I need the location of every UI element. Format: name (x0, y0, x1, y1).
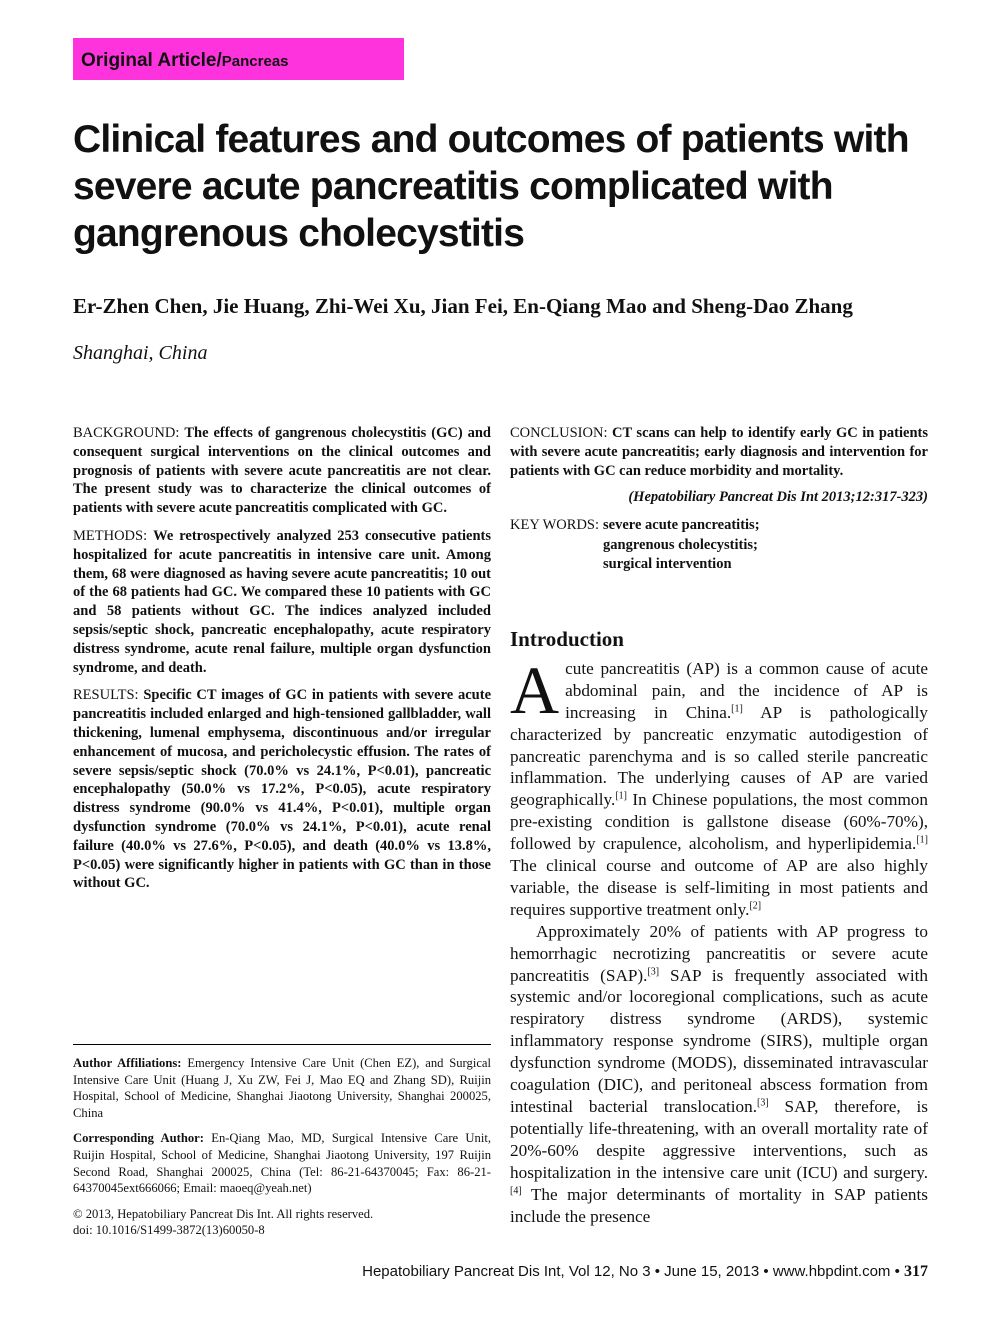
background-text: The effects of gangrenous cholecystitis (GC) and consequent surgical interventions on the clinical outcomes and prognosis of patients with severe acute pancreatitis are not clear. The present study was to characterize the clinical outcomes of patients with severe acute pancreatitis complicated with GC. (73, 425, 491, 517)
intro-text: SAP is frequently associated with systemic and/or locoregional complications, such as acute respiratory distress syndrome (ARDS), systemic inflammatory response syndrome (SIRS), multiple organ dysfunction syndrome (MODS), disseminated intravascular coagulation (DIC), and peritoneal abscess formation from intestinal bacterial translocation. (510, 965, 928, 1117)
corresponding-author (73, 1130, 491, 1196)
abstract-left-column (73, 424, 491, 902)
running-footer (362, 1263, 928, 1281)
intro-text: The major determinants of mortality in SAP patients include the presence (510, 1184, 928, 1226)
intro-text: The clinical course and outcome of AP are also highly variable, the disease is self-limiting in most patients and requires supportive treatment only. (510, 856, 928, 919)
doi: doi: 10.1016/S1499-3872(13)60050-8 (73, 1223, 265, 1238)
intro-text: SAP, therefore, is potentially life-threatening, with an overall mortality rate of 20%-60% despite aggressive interventions, such as hospitalization in the intensive care unit (ICU) and surgery. (510, 1097, 928, 1182)
conclusion-text: CT scans can help to identify early GC in patients with severe acute pancreatitis; early diagnosis and intervention for patients with GC can reduce morbidity and mortality. (510, 425, 928, 479)
corresponding-text: En-Qiang Mao, MD, Surgical Intensive Care Unit, Ruijin Hospital, School of Medicine, Shanghai Jiaotong University, 197 Ruijin Second Road, Shanghai 200025, China (Tel: 86-21-64370045; Fax: 86-21-64370045ext666066; Email: maoeq@yeah.net) (73, 1131, 491, 1196)
keyword-item: gangrenous cholecystitis; (603, 536, 758, 553)
abstract-results (73, 686, 491, 893)
reference: [1] (916, 834, 928, 846)
conclusion-label: CONCLUSION: (510, 425, 608, 441)
reference: [2] (749, 900, 762, 912)
page-number: 317 (904, 1263, 928, 1280)
intro-paragraph-1 (510, 651, 928, 921)
reference: [3] (647, 965, 660, 977)
article-title: Clinical features and outcomes of patients with severe acute pancreatitis complicated with gangrenous cholecystitis (73, 118, 909, 255)
abstract-methods (73, 527, 491, 677)
right-column (510, 424, 928, 1227)
keywords (510, 516, 928, 575)
subsection-label: Pancreas (221, 53, 289, 70)
section-label: Original Article (81, 50, 217, 71)
keywords-list (603, 516, 760, 575)
results-text: Specific CT images of GC in patients with severe acute pancreatitis included enlarged and high-tensioned gallbladder, wall thickening, lumenal emphysema, discontinuous and/or irregular enhancement of mucosa, and pericholecystic effusion. The rates of severe sepsis/septic shock (70.0% vs 24.1%, P<0.01), pancreatic encephalopathy (50.0% vs 17.2%, P<0.05), acute respiratory distress syndrome (90.0% vs 41.4%, P<0.01), multiple organ dysfunction syndrome (70.0% vs 24.1%, P<0.01), acute renal failure (40.0% vs 27.6%, P<0.05), and death (40.0% vs 13.8%, P<0.05) were significantly higher in patients with GC than in those without GC. (73, 687, 492, 892)
methods-label: METHODS: (73, 527, 148, 544)
copyright-block (73, 1206, 491, 1239)
affiliations-label: Author Affiliations: (73, 1056, 182, 1070)
keywords-label: KEY WORDS: (510, 517, 600, 534)
footnotes (73, 1044, 491, 1239)
keyword-item: surgical intervention (603, 556, 732, 573)
author-location: Shanghai, China (73, 342, 208, 364)
intro-text: Approximately 20% of patients with AP progress to hemorrhagic necrotizing pancreatitis or severe acute pancreatitis (SAP). (510, 921, 928, 985)
keyword-item: severe acute pancreatitis; (603, 517, 760, 534)
reference: [1] (615, 790, 627, 802)
background-label: BACKGROUND: (73, 425, 180, 441)
citation: (Hepatobiliary Pancreat Dis Int 2013;12:317-323) (628, 489, 928, 506)
author-affiliations (73, 1055, 491, 1121)
introduction-heading: Introduction (510, 626, 624, 651)
corresponding-label: Corresponding Author: (73, 1131, 204, 1146)
results-label: RESULTS: (73, 687, 139, 704)
methods-text: We retrospectively analyzed 253 consecutive patients hospitalized for acute pancreatitis in intensive care unit. Among them, 68 were diagnosed as having severe acute pancreatitis; 10 out of the 68 patients had GC. We compared these 10 patients with GC and 58 patients without GC. The indices analyzed included sepsis/septic shock, pancreatic encephalopathy, acute respiratory distress syndrome, acute renal failure, multiple organ dysfunction syndrome, and death. (73, 527, 492, 676)
copyright: © 2013, Hepatobiliary Pancreat Dis Int. All rights reserved. (73, 1206, 374, 1221)
drop-cap: A (510, 651, 560, 728)
section-separator: / (216, 50, 222, 71)
intro-text: In Chinese populations, the most common pre-existing condition is gallstone disease (60%-70%), followed by crapulence, alcoholism, and hyperlipidemia. (510, 790, 928, 854)
affiliations-text: Emergency Intensive Care Unit (Chen EZ), and Surgical Intensive Care Unit (Huang J, Xu ZW, Fei J, Mao EQ and Zhang SD), Ruijin Hospital, School of Medicine, Shanghai Jiaotong University, Shanghai 200025, China (73, 1056, 491, 1120)
journal-info: Hepatobiliary Pancreat Dis Int, Vol 12, No 3 • June 15, 2013 • www.hbpdint.com • (362, 1263, 900, 1280)
intro-text: AP is pathologically characterized by pancreatic enzymatic autodigestion of pancreatic parenchyma and is so called sterile pancreatic inflammation. The underlying causes of AP are varied geographically. (510, 702, 928, 810)
reference: [4] (510, 1184, 522, 1196)
reference: [3] (757, 1097, 769, 1109)
author-list: Er-Zhen Chen, Jie Huang, Zhi-Wei Xu, Jian Fei, En-Qiang Mao and Sheng-Dao Zhang (73, 294, 853, 318)
intro-text: cute pancreatitis (AP) is a common cause of acute abdominal pain, and the incidence of AP is increasing in China. (565, 658, 928, 722)
abstract-background (73, 424, 491, 518)
reference: [1] (731, 702, 743, 714)
abstract-conclusion (510, 424, 928, 480)
intro-paragraph-2 (510, 921, 928, 1228)
section-tag (73, 38, 404, 80)
